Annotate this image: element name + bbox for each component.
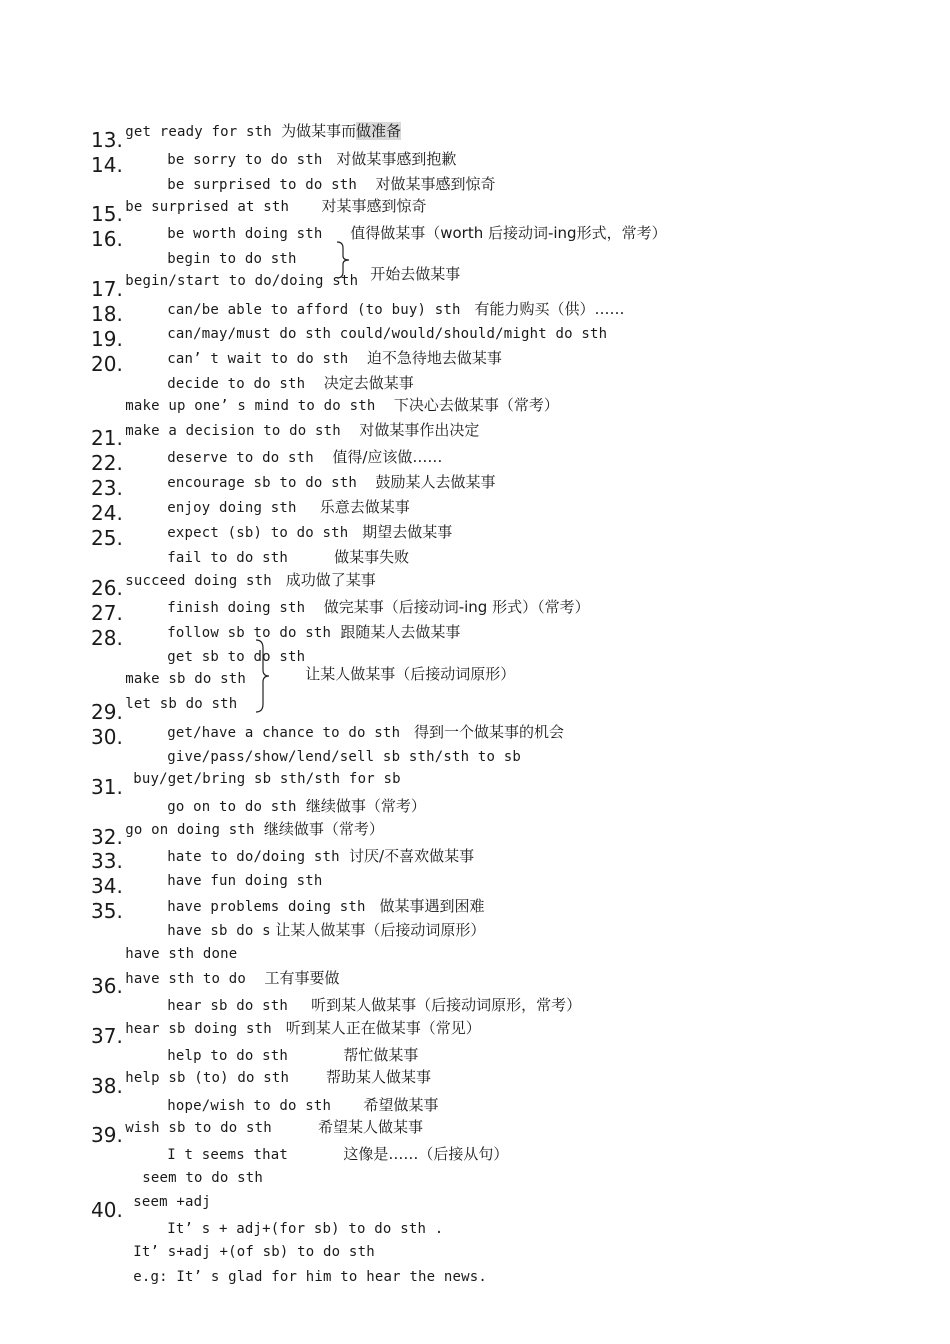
item-number: 21. [91, 426, 123, 450]
item-number: 15. [91, 202, 123, 226]
english-phrase: let sb do sth [125, 696, 238, 712]
item-number: 28. [91, 626, 123, 650]
chinese-meaning: 工有事要做 [264, 969, 340, 987]
item-number: 34. [91, 874, 123, 898]
chinese-meaning: 对某事感到惊奇 [321, 197, 427, 215]
entry-line [296, 647, 515, 684]
chinese-meaning: 决定去做某事 [323, 374, 414, 392]
item-number: 14. [91, 153, 123, 177]
english-phrase: follow sb to do sth [167, 625, 332, 641]
chinese-meaning: 下决心去做某事（常考） [393, 396, 559, 414]
english-phrase: buy/get/bring sb sth/sth for sb [133, 771, 401, 787]
english-phrase: e.g: It’ s glad for him to hear the news. [133, 1269, 487, 1285]
chinese-meaning: 希望做某事 [363, 1096, 439, 1114]
item-number: 20. [91, 352, 123, 376]
english-phrase: expect (sb) to do sth [167, 525, 349, 541]
english-phrase: enjoy doing sth [167, 500, 297, 516]
item-number: 31. [91, 775, 123, 799]
chinese-meaning: 听到某人做某事（后接动词原形，常考） [311, 996, 582, 1014]
chinese-meaning: 值得做某事（worth 后接动词-ing形式，常考） [350, 224, 667, 242]
english-phrase: help to do sth [167, 1048, 289, 1064]
english-phrase: begin to do sth [167, 251, 297, 267]
english-phrase: make sb do sth [125, 671, 247, 687]
english-phrase: be sorry to do sth [167, 152, 323, 168]
english-phrase: can/may/must do sth could/would/should/might do sth [167, 326, 608, 342]
item-number: 29. [91, 700, 123, 724]
chinese-meaning: 乐意去做某事 [319, 498, 410, 516]
english-phrase: get sb to do sth [167, 649, 306, 665]
chinese-meaning: 这像是……（后接从句） [343, 1145, 509, 1163]
chinese-meaning: 对做某事感到抱歉 [336, 150, 457, 168]
entry-line [124, 1250, 487, 1286]
english-phrase: be surprised at sth [125, 199, 290, 215]
english-phrase: make a decision to do sth [125, 423, 341, 439]
chinese-meaning: 让某人做某事（后接动词原形） [275, 921, 486, 939]
english-phrase: seem +adj [133, 1194, 211, 1210]
chinese-meaning: 做某事遇到困难 [379, 897, 485, 915]
item-number: 19. [91, 327, 123, 351]
english-phrase: can/be able to afford (to buy) sth [167, 302, 461, 318]
item-number: 23. [91, 476, 123, 500]
brace-icon [252, 638, 272, 714]
chinese-meaning: 做某事失败 [334, 548, 410, 566]
entry-line [361, 247, 460, 284]
english-phrase: I t seems that [167, 1147, 289, 1163]
item-number: 30. [91, 725, 123, 749]
english-phrase: finish doing sth [167, 600, 306, 616]
english-phrase: be surprised to do sth [167, 177, 358, 193]
english-phrase: give/pass/show/lend/sell sb sth/sth to sb [167, 749, 521, 765]
item-number: 13. [91, 128, 123, 152]
brace-icon [333, 240, 353, 280]
item-number: 40. [91, 1198, 123, 1222]
english-phrase: be worth doing sth [167, 226, 323, 242]
english-phrase: have sb do s [167, 923, 271, 939]
chinese-meaning: 期望去做某事 [362, 523, 453, 541]
chinese-meaning: 跟随某人去做某事 [340, 623, 461, 641]
item-number: 33. [91, 849, 123, 873]
chinese-meaning: 开始去做某事 [370, 265, 461, 283]
item-number: 24. [91, 501, 123, 525]
chinese-meaning: 让某人做某事（后接动词原形） [305, 665, 516, 683]
chinese-meaning: 迫不急待地去做某事 [366, 349, 502, 367]
english-phrase: make up one’ s mind to do sth [125, 398, 376, 414]
chinese-meaning: 有能力购买（供）…… [474, 300, 625, 318]
english-phrase: go on doing sth [125, 822, 255, 838]
english-phrase: have sth to do [125, 971, 247, 987]
chinese-meaning: 得到一个做某事的机会 [414, 723, 565, 741]
english-phrase: hope/wish to do sth [167, 1098, 332, 1114]
english-phrase: get ready for sth [125, 124, 272, 140]
chinese-meaning: 成功做了某事 [285, 571, 376, 589]
english-phrase: have problems doing sth [167, 899, 366, 915]
english-phrase: encourage sb to do sth [167, 475, 358, 491]
item-number: 25. [91, 526, 123, 550]
english-phrase: hear sb doing sth [125, 1021, 272, 1037]
english-phrase: succeed doing sth [125, 573, 272, 589]
chinese-meaning: 值得/应该做…… [332, 448, 443, 466]
item-number: 36. [91, 974, 123, 998]
english-phrase: wish sb to do sth [125, 1120, 272, 1136]
english-phrase: get/have a chance to do sth [167, 725, 401, 741]
highlighted-text: 做准备 [356, 122, 402, 140]
item-number: 27. [91, 601, 123, 625]
item-number: 38. [91, 1074, 123, 1098]
english-phrase: help sb (to) do sth [125, 1070, 290, 1086]
english-phrase: decide to do sth [167, 376, 306, 392]
chinese-meaning: 帮助某人做某事 [326, 1068, 432, 1086]
item-number: 26. [91, 576, 123, 600]
english-phrase: begin/start to do/doing sth [125, 273, 359, 289]
english-phrase: go on to do sth [167, 799, 297, 815]
chinese-meaning: 讨厌/不喜欢做某事 [349, 847, 475, 865]
chinese-meaning: 继续做事（常考） [263, 820, 384, 838]
english-phrase: can’ t wait to do sth [167, 351, 349, 367]
english-phrase: It’ s+adj +(of sb) to do sth [133, 1244, 375, 1260]
chinese-meaning: 对做某事作出决定 [359, 421, 480, 439]
item-number: 35. [91, 899, 123, 923]
item-number: 17. [91, 277, 123, 301]
english-phrase: have sth done [125, 946, 238, 962]
chinese-meaning: 鼓励某人去做某事 [375, 473, 496, 491]
english-phrase: hear sb do sth [167, 998, 289, 1014]
chinese-meaning: 帮忙做某事 [343, 1046, 419, 1064]
english-phrase: It’ s + adj+(for sb) to do sth . [167, 1221, 444, 1237]
english-phrase: seem to do sth [142, 1170, 264, 1186]
item-number: 18. [91, 302, 123, 326]
chinese-meaning: 希望某人做某事 [318, 1118, 424, 1136]
english-phrase: deserve to do sth [167, 450, 314, 466]
chinese-meaning: 为做某事而 [281, 122, 357, 140]
chinese-meaning: 做完某事（后接动词-ing 形式）（常考） [323, 598, 590, 616]
item-number: 37. [91, 1024, 123, 1048]
chinese-meaning: 对做某事感到惊奇 [375, 175, 496, 193]
english-phrase: hate to do/doing sth [167, 849, 340, 865]
item-number: 39. [91, 1123, 123, 1147]
item-number: 16. [91, 227, 123, 251]
chinese-meaning: 继续做事（常考） [305, 797, 426, 815]
english-phrase: have fun doing sth [167, 873, 323, 889]
item-number: 32. [91, 825, 123, 849]
chinese-meaning: 听到某人正在做某事（常见） [285, 1019, 481, 1037]
item-number: 22. [91, 451, 123, 475]
english-phrase: fail to do sth [167, 550, 289, 566]
